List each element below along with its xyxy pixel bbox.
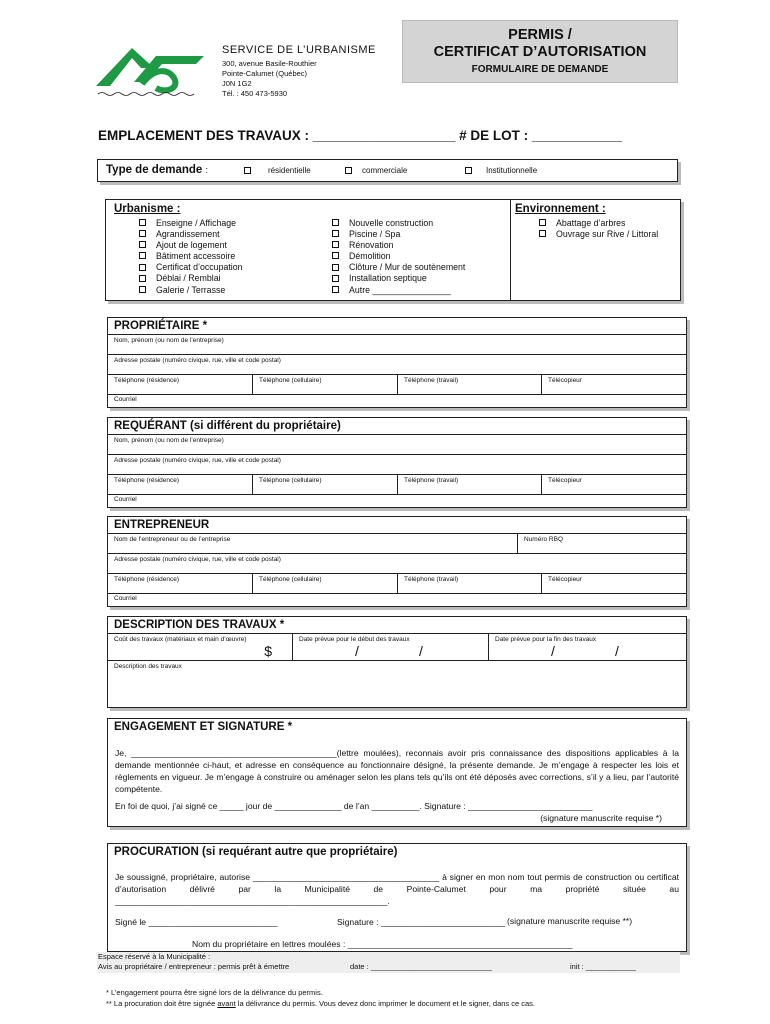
institutionnelle-label: Institutionnelle bbox=[486, 166, 538, 175]
checkbox[interactable] bbox=[139, 264, 146, 271]
list-item[interactable]: Clôture / Mur de soutènement bbox=[332, 262, 465, 273]
courriel-field[interactable]: Courriel bbox=[114, 396, 137, 403]
list-item[interactable]: Galerie / Terrasse bbox=[139, 285, 243, 296]
entrepreneur-title: ENTREPRENEUR bbox=[108, 517, 686, 534]
urbanisme-list-2 bbox=[332, 218, 465, 296]
tel-residence-field[interactable]: Téléphone (résidence) bbox=[108, 475, 253, 494]
service-block bbox=[222, 44, 402, 99]
phone-row bbox=[108, 574, 686, 594]
espace-reserve bbox=[97, 952, 680, 973]
rbq-field[interactable]: Numéro RBQ bbox=[524, 536, 564, 543]
description-field[interactable]: Description des travaux bbox=[114, 663, 182, 670]
phone-line: Tél. : 450 473-5930 bbox=[222, 89, 288, 98]
phone-row bbox=[108, 475, 686, 495]
engagement-signature-line[interactable]: En foi de quoi, j’ai signé ce _____ jour de ______________ de l’an __________. Signature : __________________________ bbox=[115, 801, 593, 811]
checkbox[interactable] bbox=[139, 241, 146, 248]
environnement-list bbox=[539, 218, 658, 240]
date-field[interactable]: date : _____________________________ bbox=[350, 962, 492, 971]
espace-avis: Avis au propriétaire / entrepreneur : permis prêt à émettre date : _____________________________ init : ____________ bbox=[98, 962, 636, 971]
init-field[interactable]: init : ____________ bbox=[570, 962, 636, 971]
telecopieur-field[interactable]: Télécopieur bbox=[548, 377, 582, 384]
procuration-text: Je soussigné, propriétaire, autorise _______________________________________ à signer en mon nom tout permis de construction ou certificat d’autorisation délivré par la Municipalité de Pointe-Calumet pour ma propriété située au _________________________________________________________. bbox=[115, 872, 679, 906]
list-item[interactable]: Ajout de logement bbox=[139, 240, 243, 251]
urbanisme-list-1 bbox=[139, 218, 243, 296]
list-item[interactable]: Enseigne / Affichage bbox=[139, 218, 243, 229]
list-item[interactable]: Certificat d’occupation bbox=[139, 262, 243, 273]
residentielle-label: résidentielle bbox=[268, 166, 311, 175]
adresse-field[interactable]: Adresse postale (numéro civique, rue, ville et code postal) bbox=[108, 554, 686, 574]
engagement-text: Je, ___________________________________________(lettre moulées), reconnais avoir pris connaissance des dispositions applicables à la demande mentionnée ci-haut, et adresse en conséquence au fonctionnaire désigné, la présente demande. Je m’engage à respecter les lois et règlements en vigueur. Je m’engage à construire ou aménager selon les plans tels qu’ils ont été déposés avec corrections, s’il y a lieu, par l’autorité compétente. bbox=[115, 748, 679, 794]
list-item[interactable]: Rénovation bbox=[332, 240, 465, 251]
institutionnelle-checkbox[interactable] bbox=[465, 167, 472, 174]
proprietaire-title: PROPRIÉTAIRE * bbox=[108, 318, 686, 335]
list-item[interactable]: Autre ________________ bbox=[332, 285, 465, 296]
list-item[interactable]: Abattage d’arbres bbox=[539, 218, 658, 229]
list-item[interactable]: Piscine / Spa bbox=[332, 229, 465, 240]
adresse-field[interactable]: Adresse postale (numéro civique, rue, ville et code postal) bbox=[108, 455, 686, 475]
engagement-title: ENGAGEMENT ET SIGNATURE * bbox=[114, 721, 293, 733]
slash: / bbox=[615, 643, 619, 659]
list-item[interactable]: Bâtiment accessoire bbox=[139, 251, 243, 262]
colon: : bbox=[205, 165, 209, 175]
courriel-field[interactable]: Courriel bbox=[114, 595, 137, 602]
list-item[interactable]: Ouvrage sur Rive / Littoral bbox=[539, 229, 658, 240]
note-1: * L’engagement pourra être signé lors de la délivrance du permis. bbox=[106, 988, 323, 997]
procuration-section bbox=[107, 843, 687, 952]
checkbox[interactable] bbox=[332, 264, 339, 271]
description-section bbox=[107, 616, 687, 708]
checkbox[interactable] bbox=[539, 219, 546, 226]
checkbox[interactable] bbox=[332, 286, 339, 293]
nom-entrepreneur-field[interactable]: Nom de l’entrepreneur ou de l’entreprise bbox=[108, 534, 518, 553]
procuration-title: PROCURATION (si requérant autre que propriétaire) bbox=[114, 846, 398, 858]
nom-proprietaire-line[interactable]: Nom du propriétaire en lettres moulées : _______________________________________________ bbox=[192, 939, 573, 949]
footnotes bbox=[106, 987, 535, 1009]
list-item[interactable]: Déblai / Remblai bbox=[139, 273, 243, 284]
phone-row bbox=[108, 375, 686, 395]
adresse-field[interactable]: Adresse postale (numéro civique, rue, ville et code postal) bbox=[108, 355, 686, 375]
form-title-2: CERTIFICAT D’AUTORISATION bbox=[433, 44, 647, 60]
municipality-logo bbox=[96, 44, 204, 102]
type-demande-box bbox=[97, 159, 678, 182]
signature-line[interactable]: Signature : __________________________ bbox=[337, 917, 506, 927]
list-item[interactable]: Installation septique bbox=[332, 273, 465, 284]
espace-title: Espace réservé à la Municipalité : bbox=[98, 952, 211, 961]
tel-travail-field[interactable]: Téléphone (travail) bbox=[398, 574, 542, 593]
commerciale-label: commerciale bbox=[362, 166, 408, 175]
signature-requise: (signature manuscrite requise *) bbox=[540, 813, 662, 823]
entrepreneur-row bbox=[108, 534, 686, 554]
date-fin-field[interactable]: Date prévue pour la fin des travaux / / bbox=[495, 636, 619, 659]
commerciale-checkbox[interactable] bbox=[345, 167, 352, 174]
urbanisme-title: Urbanisme : bbox=[114, 203, 181, 215]
checkbox[interactable] bbox=[539, 230, 546, 237]
cout-field[interactable]: Coût des travaux (matériaux et main d’œuvre) $ bbox=[108, 634, 293, 660]
tel-cellulaire-field[interactable]: Téléphone (cellulaire) bbox=[253, 375, 398, 394]
type-demande-label: Type de demande bbox=[106, 164, 203, 176]
signe-le-line[interactable]: Signé le ___________________________ bbox=[115, 917, 278, 927]
form-subtitle: FORMULAIRE DE DEMANDE bbox=[471, 64, 609, 75]
cost-date-row bbox=[108, 634, 686, 661]
signature-requise: (signature manuscrite requise **) bbox=[507, 916, 633, 926]
form-title: PERMIS / bbox=[508, 27, 572, 43]
list-item[interactable]: Démolition bbox=[332, 251, 465, 262]
engagement-section bbox=[107, 718, 687, 827]
nom-field[interactable]: Nom, prénom (ou nom de l’entreprise) bbox=[108, 335, 686, 355]
entrepreneur-section bbox=[107, 516, 687, 607]
telecopieur-field[interactable]: Télécopieur bbox=[548, 477, 582, 484]
dollar-sign: $ bbox=[264, 643, 272, 659]
requerant-section bbox=[107, 417, 687, 508]
proprietaire-section bbox=[107, 317, 687, 408]
telecopieur-field[interactable]: Télécopieur bbox=[548, 576, 582, 583]
tel-cellulaire-field[interactable]: Téléphone (cellulaire) bbox=[253, 475, 398, 494]
tel-cellulaire-field[interactable]: Téléphone (cellulaire) bbox=[253, 574, 398, 593]
checkbox[interactable] bbox=[332, 241, 339, 248]
emplacement-line[interactable]: EMPLACEMENT DES TRAVAUX : ___________________ # DE LOT : ____________ bbox=[98, 128, 623, 143]
environnement-title: Environnement : bbox=[515, 203, 606, 215]
urbanisme-box bbox=[105, 199, 681, 301]
nom-field[interactable]: Nom, prénom (ou nom de l’entreprise) bbox=[108, 435, 686, 455]
checkbox[interactable] bbox=[139, 230, 146, 237]
checkbox[interactable] bbox=[139, 275, 146, 282]
date-debut-field[interactable]: Date prévue pour le début des travaux / / bbox=[293, 634, 489, 660]
checkbox[interactable] bbox=[332, 275, 339, 282]
checkbox[interactable] bbox=[332, 230, 339, 237]
description-title: DESCRIPTION DES TRAVAUX * bbox=[108, 617, 686, 634]
note-2: ** La procuration doit être signée avant la délivrance du permis. Vous devez donc imprimer le document et le signer, dans ce cas. bbox=[106, 999, 536, 1008]
slash: / bbox=[355, 643, 359, 659]
checkbox[interactable] bbox=[139, 286, 146, 293]
tel-residence-field[interactable]: Téléphone (résidence) bbox=[108, 574, 253, 593]
tel-travail-field[interactable]: Téléphone (travail) bbox=[398, 375, 542, 394]
checkbox[interactable] bbox=[139, 219, 146, 226]
residentielle-checkbox[interactable] bbox=[244, 167, 251, 174]
address-line: Pointe-Calumet (Québec) bbox=[222, 69, 308, 78]
list-item[interactable]: Nouvelle construction bbox=[332, 218, 465, 229]
checkbox[interactable] bbox=[332, 219, 339, 226]
courriel-field[interactable]: Courriel bbox=[114, 496, 137, 503]
checkbox[interactable] bbox=[332, 252, 339, 259]
tel-residence-field[interactable]: Téléphone (résidence) bbox=[108, 375, 253, 394]
form-title-box bbox=[402, 20, 678, 83]
tel-travail-field[interactable]: Téléphone (travail) bbox=[398, 475, 542, 494]
service-title: SERVICE DE L’URBANISME bbox=[222, 44, 376, 56]
requerant-title: REQUÉRANT (si différent du propriétaire) bbox=[108, 418, 686, 435]
checkbox[interactable] bbox=[139, 252, 146, 259]
slash: / bbox=[419, 643, 423, 659]
address-line: J0N 1G2 bbox=[222, 79, 252, 88]
divider bbox=[510, 200, 511, 300]
list-item[interactable]: Agrandissement bbox=[139, 229, 243, 240]
slash: / bbox=[551, 643, 555, 659]
address-line: 300, avenue Basile-Routhier bbox=[222, 59, 317, 68]
